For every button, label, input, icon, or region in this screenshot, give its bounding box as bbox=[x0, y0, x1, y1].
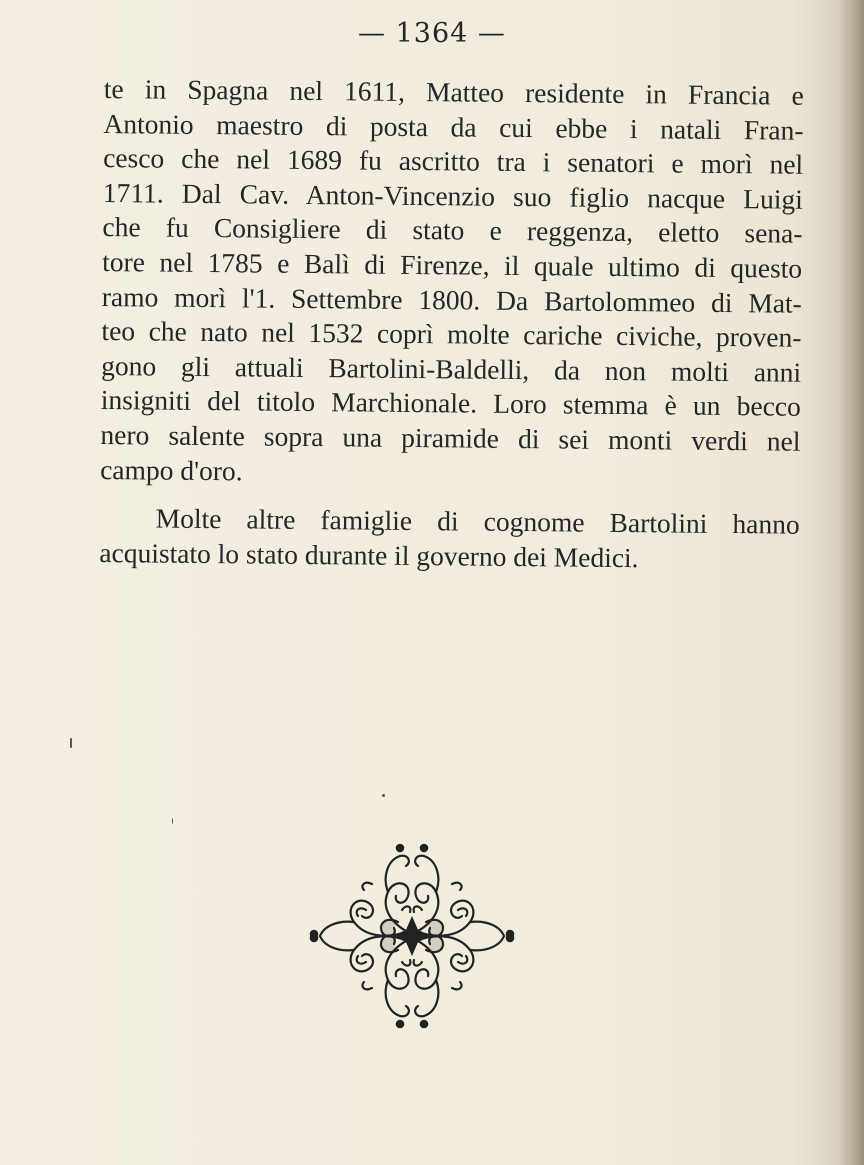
text-line: acquistato lo stato durante il governo dei Medici. bbox=[99, 536, 639, 573]
text-line: campo d'oro. bbox=[100, 453, 243, 486]
text-line: ramo morì l'1. Settembre 1800. Da Bartolommeo di Mat- bbox=[101, 280, 802, 319]
body-text bbox=[99, 72, 804, 577]
text-line: che fu Consigliere di stato e reggenza, eletto sena- bbox=[102, 211, 803, 250]
text-line: 1711. Dal Cav. Anton-Vincenzio suo figlio nacque Luigi bbox=[102, 176, 803, 215]
paper-speck bbox=[382, 794, 385, 797]
text-line: tore nel 1785 e Balì di Firenze, il quale ultimo di questo bbox=[102, 245, 803, 284]
text-line: Antonio maestro di posta da cui ebbe i natali Fran- bbox=[103, 107, 804, 146]
text-line: insigniti del titolo Marchionale. Loro stemma è un becco bbox=[100, 384, 801, 423]
text-line: Molte altre famiglie di cognome Bartolini hanno bbox=[155, 502, 800, 540]
paragraph-2 bbox=[99, 501, 800, 577]
page-gutter-shadow bbox=[838, 0, 864, 1165]
text-line: gono gli attuali Bartolini-Baldelli, da non molti anni bbox=[101, 349, 802, 388]
text-line: teo che nato nel 1532 coprì molte cariche civiche, proven- bbox=[101, 315, 802, 353]
text-line: te in Spagna nel 1611, Matteo residente in Francia e bbox=[103, 72, 804, 111]
page-header: — 1364 — bbox=[358, 18, 506, 49]
floral-fleuron-icon bbox=[302, 826, 522, 1046]
paper-speck bbox=[70, 738, 72, 748]
paragraph-1 bbox=[100, 72, 804, 494]
text-line: cesco che nel 1689 fu ascritto tra i senatori e morì nel bbox=[103, 142, 804, 180]
paper-speck bbox=[172, 818, 173, 824]
text-line: nero salente sopra una piramide di sei monti verdi nel bbox=[100, 418, 801, 457]
